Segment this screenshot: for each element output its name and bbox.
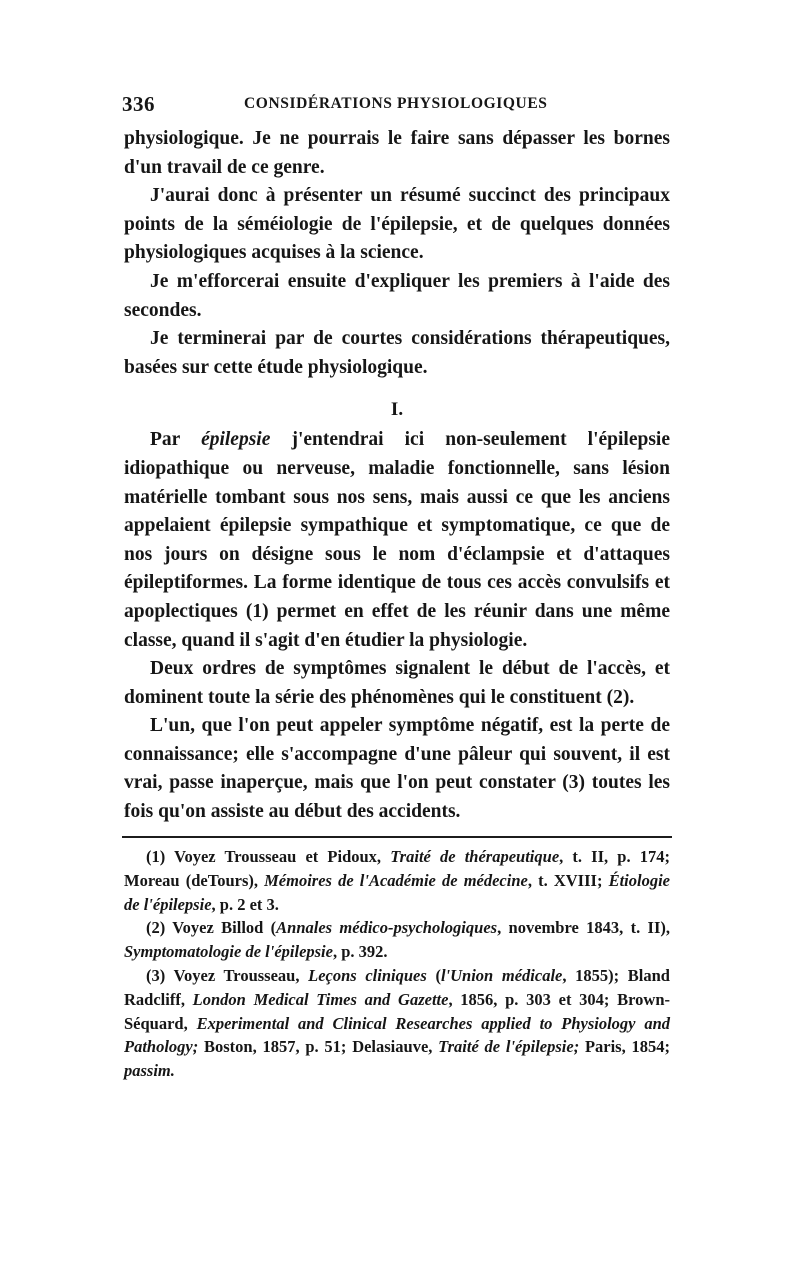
footnote-1 xyxy=(124,845,670,916)
page-header xyxy=(122,92,672,118)
fn2-text: , novembre 1843, t. II), xyxy=(497,918,670,938)
fn1-text: , t. XVIII; xyxy=(527,870,609,890)
fn3-title: l'Union médicale xyxy=(440,965,563,985)
page-number: 336 xyxy=(122,92,155,116)
fn3-title: passim. xyxy=(124,1061,175,1081)
fn1-title: Étiologie de l'épilepsie xyxy=(124,870,670,914)
fn3-text: , 1855); Bland Radcliff, xyxy=(124,965,670,1009)
fn3-text: (3) Voyez Trousseau, xyxy=(146,965,309,985)
paragraph-6: Deux ordres de symptômes signalent le début de l'accès, et dominent toute la série des phénomènes qui le constituent (2). xyxy=(124,658,670,708)
footnote-3 xyxy=(124,964,670,1083)
fn3-text: ( xyxy=(426,965,441,985)
fn2-text: (2) Voyez Billod ( xyxy=(146,918,277,938)
fn1-text: (1) Voyez Trousseau et Pidoux, xyxy=(146,847,391,866)
fn1-text: , p. 2 et 3. xyxy=(211,894,279,914)
fn1-title: Mémoires de l'Académie de médecine xyxy=(264,870,528,890)
footnote-2 xyxy=(124,916,670,964)
fn2-title: Annales médico-psychologiques xyxy=(276,918,498,938)
fn3-text: Boston, 1857, p. 51; Delasiauve, xyxy=(198,1037,439,1057)
paragraph-5-start: Par xyxy=(150,429,202,451)
fn3-title: Experimental and Clinical Researches applied to Physiology and Pathology; xyxy=(124,1013,670,1057)
paragraph-1: physiologique. Je ne pourrais le faire sans dépasser les bornes d'un travail de ce genre. xyxy=(124,128,670,178)
fn1-text: , t. II, p. 174; Moreau (deTours), xyxy=(124,847,670,890)
fn3-title: Leçons cliniques xyxy=(308,965,427,985)
fn2-title: Symptomatologie de l'épilepsie xyxy=(124,942,333,962)
term-epilepsie: épilepsie xyxy=(201,429,271,451)
paragraph-5 xyxy=(124,426,670,655)
section-heading: I. xyxy=(390,399,404,421)
paragraph-4: Je terminerai par de courtes considérations thérapeutiques, basées sur cette étude physiologique. xyxy=(124,328,670,378)
fn3-text: , 1856, p. 303 et 304; Brown-Séquard, xyxy=(124,989,670,1033)
main-text xyxy=(124,125,670,827)
footnote-divider xyxy=(122,836,672,838)
fn1-title: Traité de thérapeutique xyxy=(390,847,560,866)
fn3-title: London Medical Times and Gazette xyxy=(192,989,449,1009)
fn2-text: , p. 392. xyxy=(332,942,388,962)
footnotes xyxy=(124,845,670,1083)
running-title: CONSIDÉRATIONS PHYSIOLOGIQUES xyxy=(244,95,548,112)
paragraph-7: L'un, que l'on peut appeler symptôme négatif, est la perte de connaissance; elle s'accompagne d'une pâleur qui souvent, il est vrai, passe inaperçue, mais que l'on peut constater (3) toutes les fois qu'on assiste au début des accidents. xyxy=(124,715,670,823)
fn3-text: Paris, 1854; xyxy=(579,1037,670,1057)
fn3-title: Traité de l'épilepsie; xyxy=(438,1037,580,1057)
paragraph-3: Je m'efforcerai ensuite d'expliquer les premiers à l'aide des secondes. xyxy=(124,270,670,321)
paragraph-5-rest: j'entendrai ici non-seulement l'épilepsie idiopathique ou nerveuse, maladie fonctionnelle, sans lésion matérielle tombant sous nos sens, mais aussi ce que les anciens appelaient épilepsie sympathique et symptomatique, ce que de nos jours on désigne sous le nom d'éclampsie et d'attaques épileptiformes. La forme identique de tous ces accès convulsifs et apoplectiques (1) permet en effet de les réunir dans une même classe, quand il s'agit d'en étudier la physiologie. xyxy=(124,429,670,651)
paragraph-2: J'aurai donc à présenter un résumé succinct des principaux points de la séméiologie de l'épilepsie, et de quelques données physiologiques acquises à la science. xyxy=(124,185,670,264)
